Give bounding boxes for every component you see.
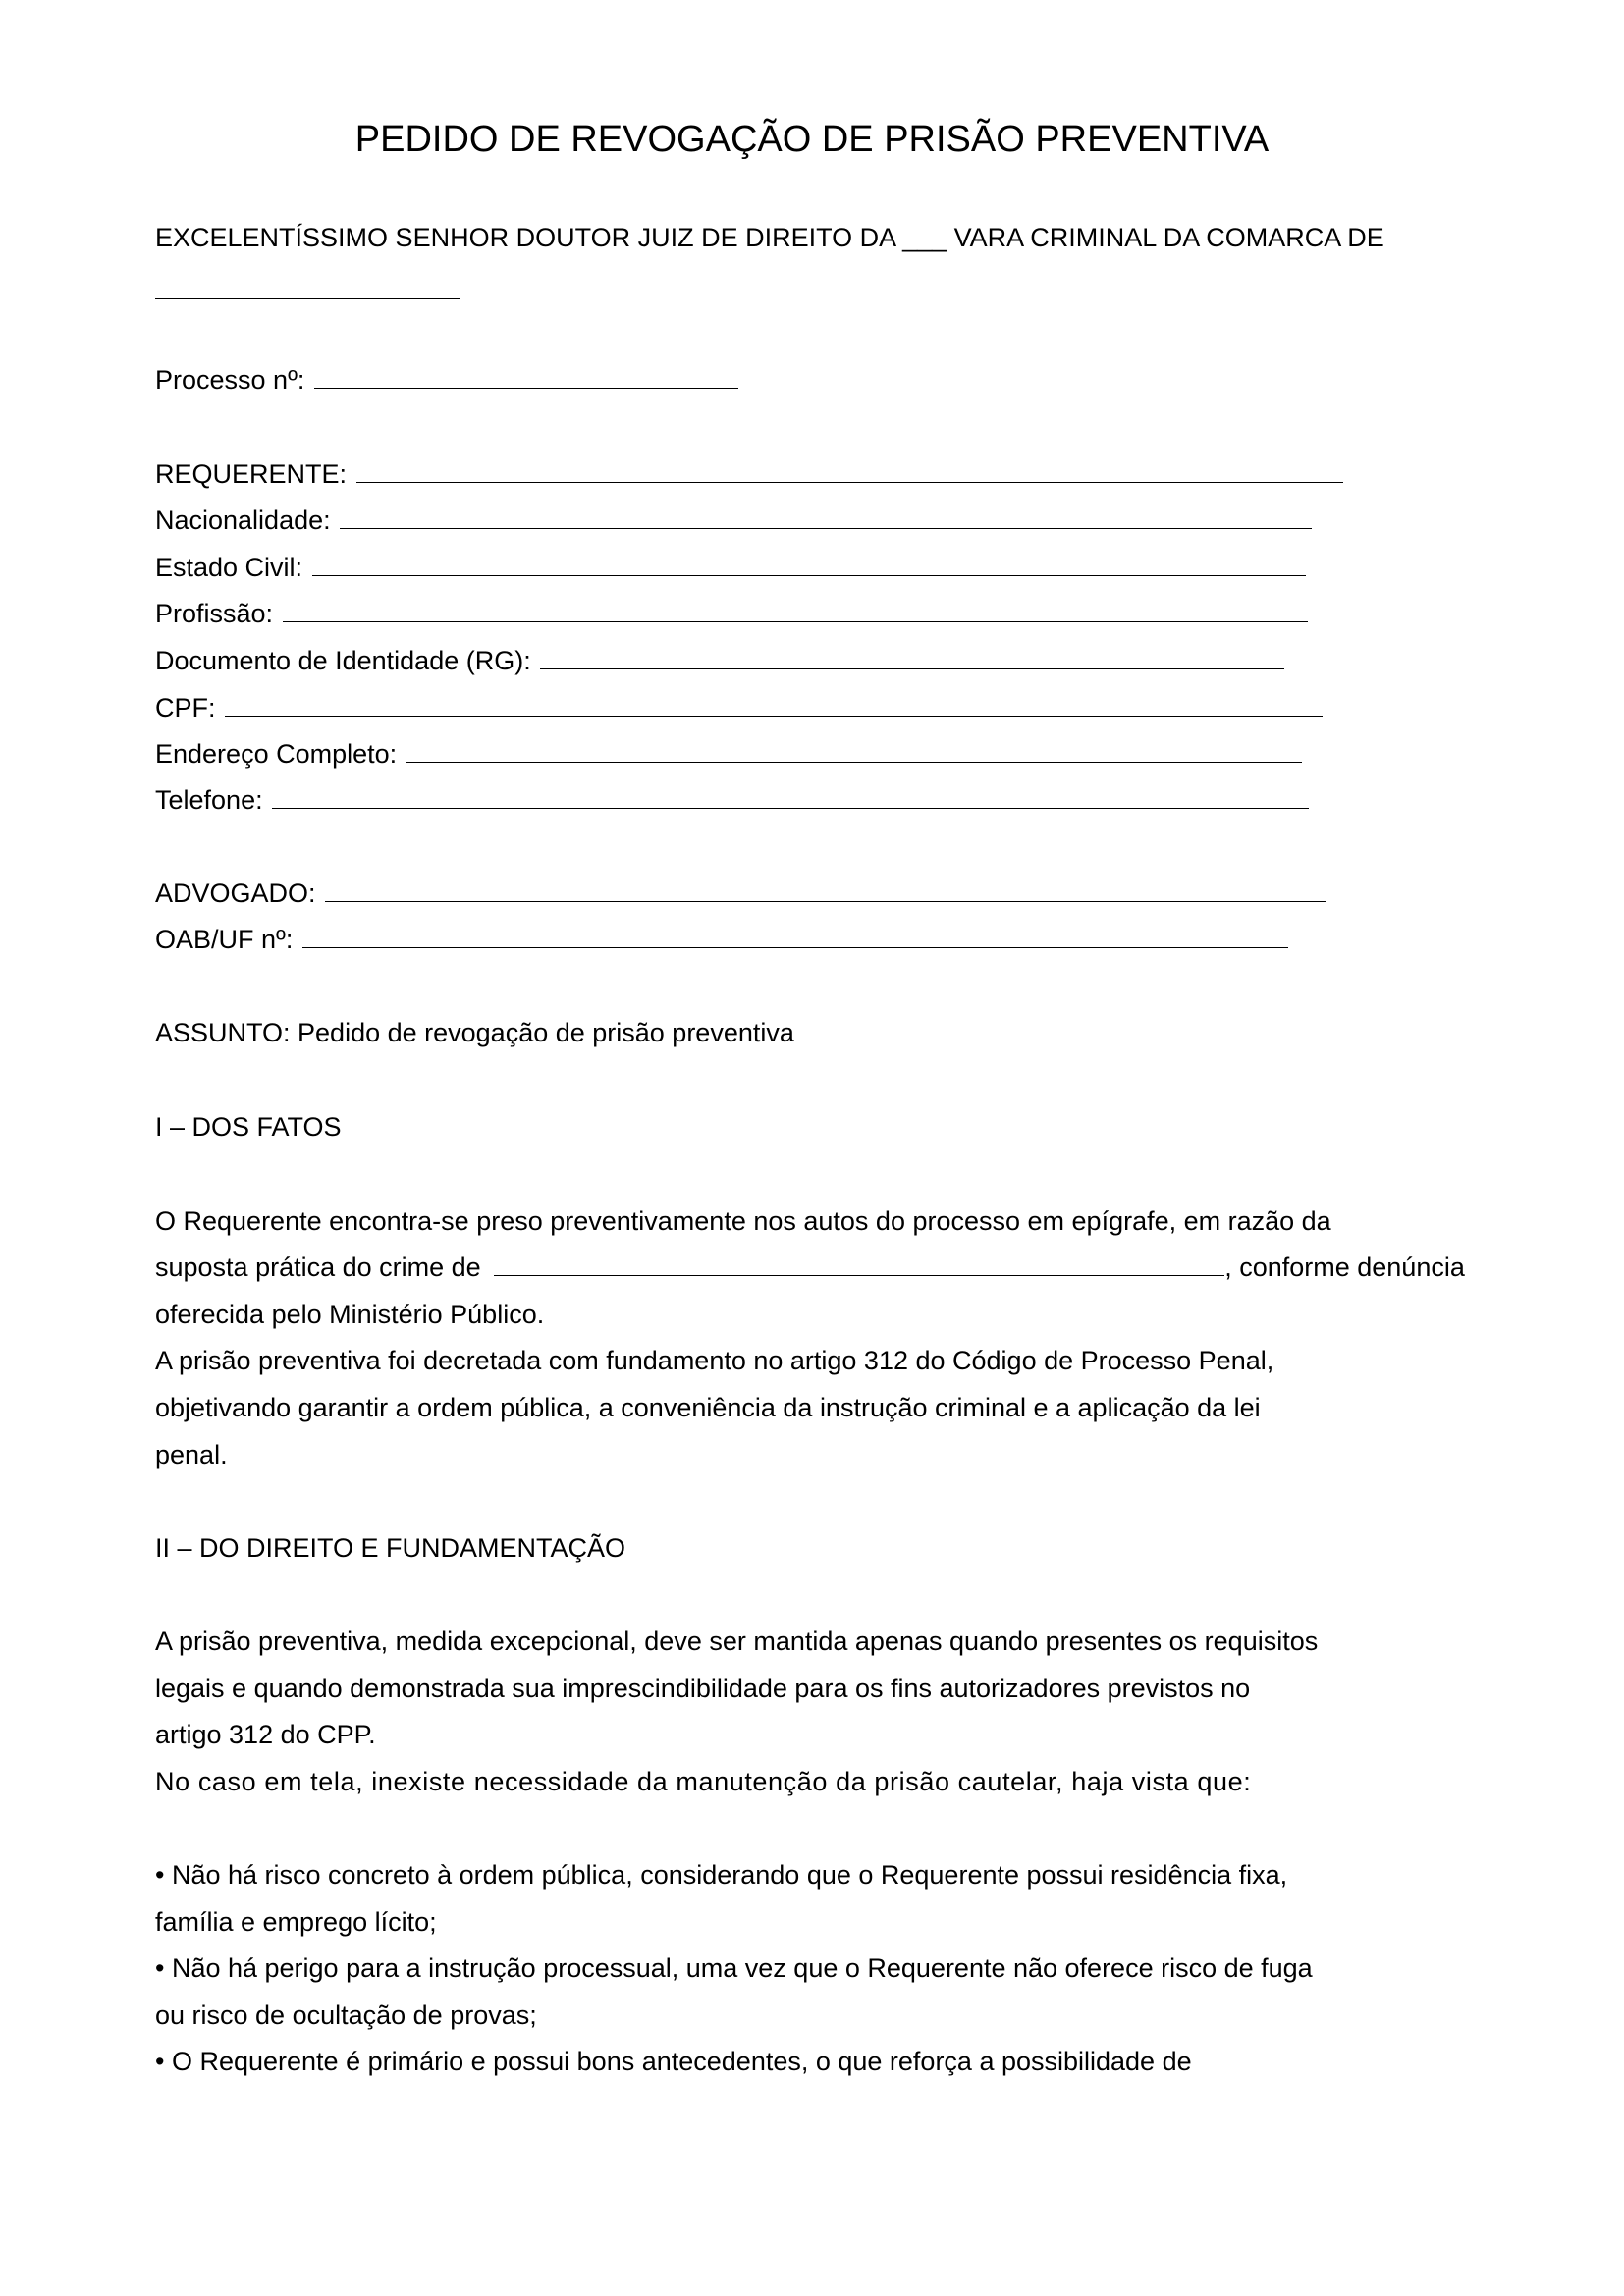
paragraph-line: legais e quando demonstrada sua imprescindibilidade para os fins autorizadores previstos no (155, 1674, 1251, 1703)
bullet-item-continuation: família e emprego lícito; (155, 1907, 437, 1937)
telefone-label: Telefone: (155, 785, 263, 815)
telefone-blank (272, 808, 1309, 809)
assunto-line: ASSUNTO: Pedido de revogação de prisão preventiva (155, 1018, 794, 1047)
oab-field (155, 922, 1288, 957)
paragraph-line: oferecida pelo Ministério Público. (155, 1300, 545, 1329)
requerente-blank (356, 482, 1343, 483)
cpf-blank (225, 716, 1323, 717)
estado-civil-field (155, 550, 1306, 585)
cpf-label: CPF: (155, 693, 216, 722)
profissao-label: Profissão: (155, 599, 274, 628)
advogado-field (155, 876, 1326, 911)
bullet-item: • Não há risco concreto à ordem pública, considerando que o Requerente possui residência fixa, (155, 1860, 1288, 1890)
crime-blank (494, 1275, 1224, 1276)
processo-blank (314, 388, 738, 389)
oab-blank (302, 947, 1288, 948)
profissao-field (155, 596, 1308, 631)
requerente-field (155, 456, 1343, 492)
section-heading-direito: II – DO DIREITO E FUNDAMENTAÇÃO (155, 1533, 626, 1563)
endereco-label: Endereço Completo: (155, 739, 398, 769)
comarca-blank-line (155, 273, 460, 308)
processo-line (155, 362, 738, 398)
oab-label: OAB/UF nº: (155, 925, 294, 954)
estado-civil-label: Estado Civil: (155, 553, 303, 582)
paragraph-line: artigo 312 do CPP. (155, 1720, 376, 1749)
rg-label: Documento de Identidade (RG): (155, 646, 531, 675)
requerente-label: REQUERENTE: (155, 459, 348, 489)
rg-field (155, 643, 1284, 678)
endereco-field (155, 736, 1302, 772)
bullet-item: • Não há perigo para a instrução processual, uma vez que o Requerente não oferece risco de fuga (155, 1953, 1313, 1983)
advogado-blank (325, 901, 1326, 902)
profissao-blank (283, 621, 1308, 622)
paragraph-line: penal. (155, 1440, 228, 1469)
comarca-blank (155, 298, 460, 299)
nacionalidade-label: Nacionalidade: (155, 506, 331, 535)
paragraph-line: objetivando garantir a ordem pública, a conveniência da instrução criminal e a aplicação da lei (155, 1393, 1261, 1422)
nacionalidade-field (155, 503, 1312, 538)
paragraph-line: A prisão preventiva, medida excepcional, deve ser mantida apenas quando presentes os requisitos (155, 1627, 1319, 1656)
paragraph-line: No caso em tela, inexiste necessidade da manutenção da prisão cautelar, haja vista que: (155, 1767, 1252, 1796)
telefone-field (155, 782, 1309, 818)
bullet-item-continuation: ou risco de ocultação de provas; (155, 2001, 537, 2030)
processo-label: Processo nº: (155, 365, 305, 395)
text-segment: , conforme denúncia (1224, 1253, 1465, 1282)
nacionalidade-blank (340, 528, 1312, 529)
paragraph-line: A prisão preventiva foi decretada com fundamento no artigo 312 do Código de Processo Penal, (155, 1346, 1274, 1375)
paragraph-line-with-blank (155, 1250, 1465, 1285)
estado-civil-blank (312, 575, 1306, 576)
endereco-blank (406, 762, 1302, 763)
bullet-item: • O Requerente é primário e possui bons antecedentes, o que reforça a possibilidade de (155, 2047, 1192, 2076)
paragraph-line: O Requerente encontra-se preso preventivamente nos autos do processo em epígrafe, em razão da (155, 1206, 1331, 1236)
advogado-label: ADVOGADO: (155, 879, 316, 908)
document-title: PEDIDO DE REVOGAÇÃO DE PRISÃO PREVENTIVA (354, 119, 1270, 160)
cpf-field (155, 690, 1323, 725)
rg-blank (540, 668, 1284, 669)
section-heading-fatos: I – DOS FATOS (155, 1112, 342, 1142)
text-segment: suposta prática do crime de (155, 1253, 481, 1282)
addressee-line: EXCELENTÍSSIMO SENHOR DOUTOR JUIZ DE DIREITO DA ___ VARA CRIMINAL DA COMARCA DE (155, 223, 1384, 252)
